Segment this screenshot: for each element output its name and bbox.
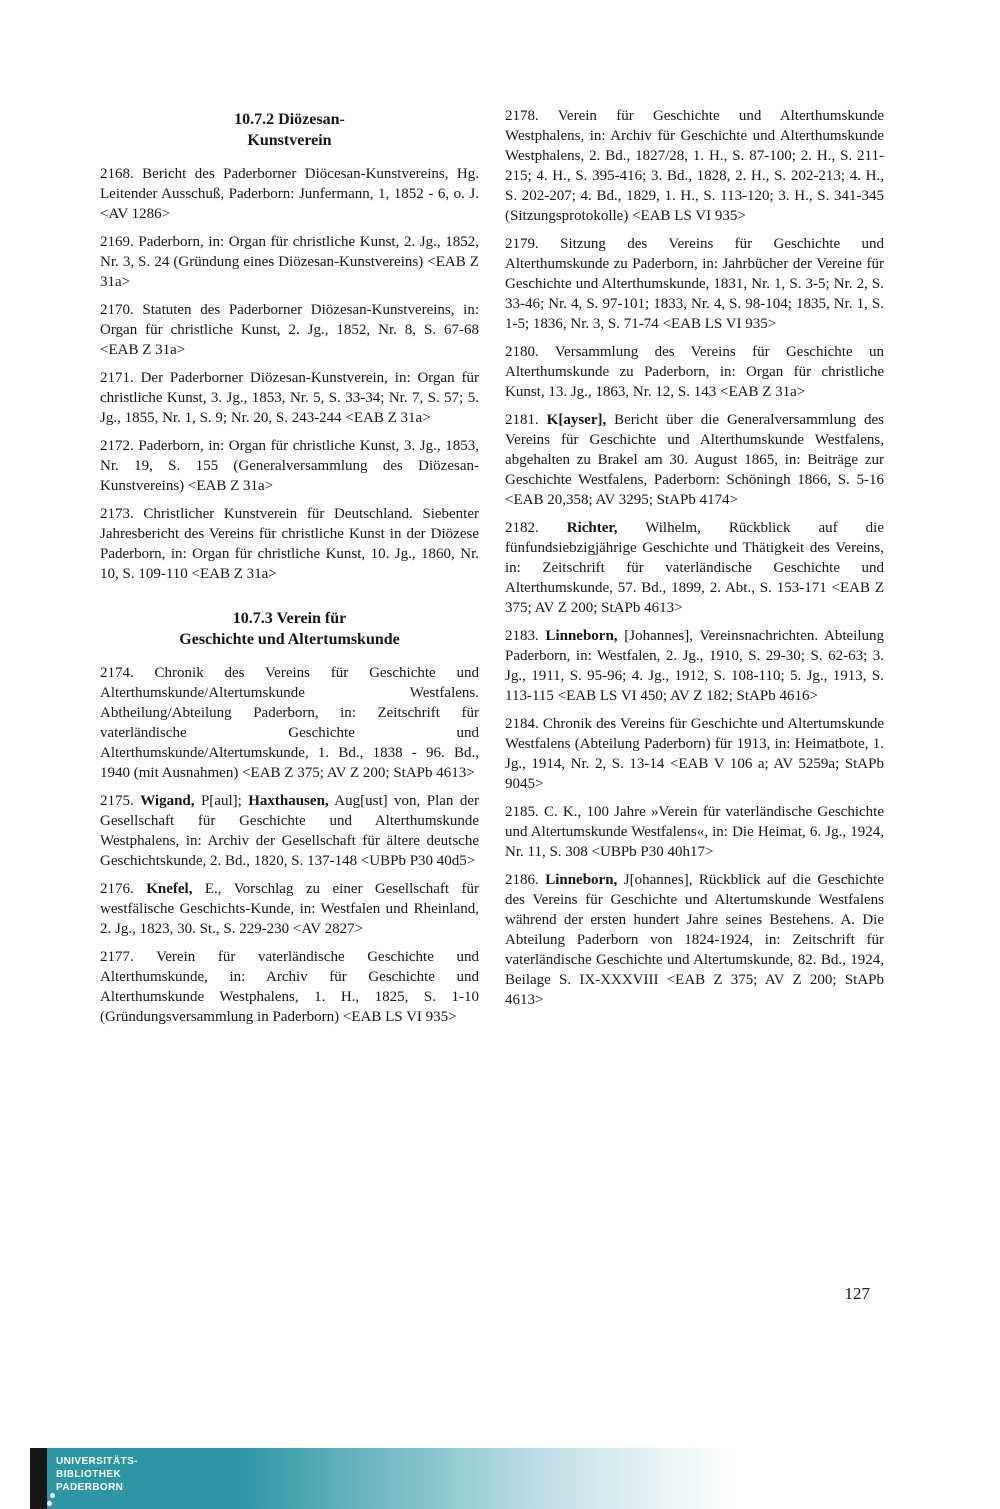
entry-text: P[aul]; — [194, 793, 249, 809]
bibliography-entry-2178 — [505, 106, 884, 226]
entry-text: 2180. Versammlung des Vereins für Geschichte un Alterthumskunde zu Paderborn, in: Organ für christliche Kunst, 13. Jg., 1863, Nr. 12, S. 143 <EAB Z 31a> — [505, 344, 884, 400]
heading-10-7-2 — [100, 109, 479, 151]
heading-line: Geschichte und Altertumskunde — [179, 631, 400, 648]
entry-text: E., Vorschlag zu einer Gesellschaft für westfälische Geschichts-Kunde, in: Westfalen und Rheinland, 2. Jg., 1823, 30. St., S. 229-230 <AV 2827> — [100, 881, 479, 937]
bibliography-entry-2168 — [100, 164, 479, 224]
entry-text: 2173. Christlicher Kunstverein für Deutschland. Siebenter Jahresbericht des Vereins für christliche Kunst in der Diözese Paderborn, in: Organ für christliche Kunst, 10. Jg., 1860, Nr. 10, S. 109-110 <EAB Z 31a> — [100, 506, 479, 582]
author-name: Linneborn, — [545, 872, 618, 888]
author-name: Knefel, — [146, 881, 193, 897]
entry-text: 2184. Chronik des Vereins für Geschichte und Altertumskunde Westfalens (Abteilung Paderborn) für 1913, in: Heimatbote, 1. Jg., 1914, Nr. 2, S. 13-14 <EAB V 106 a; AV 5259a; StAPb 9045> — [505, 716, 884, 792]
banner-stripe — [30, 1448, 47, 1509]
bibliography-columns — [100, 106, 884, 1035]
entry-text: 2182. — [505, 520, 567, 536]
entry-text: 2179. Sitzung des Vereins für Geschichte und Alterthumskunde zu Paderborn, in: Jahrbücher der Vereine für Geschichte und Alterthumskunde, 1831, Nr. 1, S. 3-5; Nr. 2, S. 33-46; Nr. 4, S. 97-101; 1833, Nr. 4, S. 98-104; 1835, Nr. 1, S. 1-5; 1836, Nr. 3, S. 71-74 <EAB LS VI 935> — [505, 236, 884, 332]
entry-text: 2171. Der Paderborner Diözesan-Kunstverein, in: Organ für christliche Kunst, 3. Jg., 1853, Nr. 5, S. 33-34; Nr. 7, S. 57; 5. Jg., 1855, Nr. 1, S. 9; Nr. 20, S. 243-244 <EAB Z 31a> — [100, 370, 479, 426]
bibliography-entry-2182 — [505, 518, 884, 618]
bibliography-entry-2186 — [505, 870, 884, 1010]
bibliography-entry-2185 — [505, 802, 884, 862]
logo-dot — [50, 1493, 55, 1498]
bibliography-entry-2184 — [505, 714, 884, 794]
left-column — [100, 106, 479, 1035]
logo-dot — [47, 1501, 52, 1506]
heading-line: 10.7.2 Diözesan- — [234, 111, 345, 128]
bibliography-entry-2170 — [100, 300, 479, 360]
banner-line: UNIVERSITÄTS- — [56, 1456, 138, 1467]
author-name: Haxthausen, — [248, 793, 329, 809]
entry-text: J[ohannes], Rückblick auf die Geschichte des Vereins für Geschichte und Altertumskunde Westfalens während der ersten hundert Jahre seines Bestehens. A. Die Abteilung Paderborn von 1824-1924, in: Zeitschrift für vaterländische Geschichte und Altertumskunde, 82. Bd., 1924, Beilage S. IX-XXXVIII <EAB Z 375; AV Z 200; StAPb 4613> — [505, 872, 885, 1008]
entry-text: 2186. — [505, 872, 546, 888]
author-name: Linneborn, — [545, 628, 618, 644]
right-column — [505, 106, 884, 1035]
banner-library-name — [56, 1455, 138, 1494]
entry-text: Aug[ust] von, Plan der Gesellschaft für Geschichte und Alterthumskunde Westphalens, in: Archiv der Gesellschaft für ältere deutsche Geschichtskunde, 2. Bd., 1820, S. 137-148 <UBPb P30 40d5> — [100, 793, 479, 869]
entry-text: 2172. Paderborn, in: Organ für christliche Kunst, 3. Jg., 1853, Nr. 19, S. 155 (Generalversammlung des Diözesan-Kunstvereins) <EAB Z 31a> — [100, 438, 479, 494]
entry-text: 2178. Verein für Geschichte und Alterthumskunde Westphalens, in: Archiv für Geschichte und Alterthumskunde Westphalens, 2. Bd., 1827/28, 1. H., S. 87-100; 2. H., S. 211-215; 4. H., S. 395-416; 3. Bd., 1828, 2. H., S. 202-213; 4. H., S. 202-207; 4. Bd., 1829, 1. H., S. 113-120; 3. H., S. 341-345 (Sitzungsprotokolle) <EAB LS VI 935> — [505, 108, 884, 224]
entry-text: [Johannes], Vereinsnachrichten. Abteilung Paderborn, in: Westfalen, 2. Jg., 1910, S. 29-30; S. 62-63; 3. Jg., 1911, S. 95-96; 4. Jg., 1912, S. 108-110; 5. Jg., 1913, S. 113-115 <EAB LS VI 450; AV Z 182; StAPb 4616> — [505, 628, 884, 704]
entry-text: 2169. Paderborn, in: Organ für christliche Kunst, 2. Jg., 1852, Nr. 3, S. 24 (Gründung eines Diözesan-Kunstvereins) <EAB Z 31a> — [100, 234, 479, 290]
entry-text: 2170. Statuten des Paderborner Diözesan-Kunstvereins, in: Organ für christliche Kunst, 2. Jg., 1852, Nr. 8, S. 67-68 <EAB Z 31a> — [100, 302, 479, 358]
bibliography-entry-2177 — [100, 947, 479, 1027]
bibliography-entry-2179 — [505, 234, 884, 334]
banner-band — [47, 1448, 1000, 1509]
entry-text: 2177. Verein für vaterländische Geschichte und Alterthumskunde, in: Archiv für Geschichte und Alterthumskunde Westphalens, 1. H., 1825, S. 1-10 (Gründungsversammlung in Paderborn) <EAB LS VI 935> — [100, 949, 479, 1025]
entry-text: 2175. — [100, 793, 141, 809]
bibliography-entry-2183 — [505, 626, 884, 706]
bibliography-entry-2180 — [505, 342, 884, 402]
banner-line: BIBLIOTHEK — [56, 1469, 122, 1480]
heading-line: Kunstverein — [247, 132, 332, 149]
bibliography-entry-2173 — [100, 504, 479, 584]
author-name: K[ayser], — [546, 412, 607, 428]
heading-10-7-3 — [100, 608, 479, 650]
bibliography-entry-2169 — [100, 232, 479, 292]
entry-text: 2168. Bericht des Paderborner Diöcesan-Kunstvereins, Hg. Leitender Ausschuß, Paderborn: Junfermann, 1, 1852 - 6, o. J. <AV 1286> — [100, 166, 479, 222]
bibliography-entry-2174 — [100, 663, 479, 783]
bibliography-entry-2176 — [100, 879, 479, 939]
banner-line: PADERBORN — [56, 1482, 124, 1493]
entry-text: 2181. — [505, 412, 547, 428]
author-name: Wigand, — [140, 793, 195, 809]
entry-text: Wilhelm, Rückblick auf die fünfundsiebzigjährige Geschichte und Thätigkeit des Vereins, in: Zeitschrift für vaterländische Geschichte und Alterthumskunde, 57. Bd., 1899, 2. Abt., S. 153-171 <EAB Z 375; AV Z 200; StAPb 4613> — [505, 520, 885, 616]
entry-text: Bericht über die Generalversammlung des Vereins für Geschichte und Alterthumskunde Westfalens, abgehalten zu Brakel am 30. August 1865, in: Beiträge zur Geschichte Westfalens, Paderborn: Schöningh 1866, S. 5-16 <EAB 20,358; AV 3295; StAPb 4174> — [505, 412, 884, 508]
bibliography-entry-2172 — [100, 436, 479, 496]
heading-line: 10.7.3 Verein für — [232, 610, 347, 627]
entry-text: 2174. Chronik des Vereins für Geschichte und Alterthumskunde/Altertumskunde Westfalens. Abtheilung/Abteilung Paderborn, in: Zeitschrift für vaterländische Geschichte und Alterthumskunde/Altertumskunde, 1. Bd., 1838 - 96. Bd., 1940 (mit Ausnahmen) <EAB Z 375; AV Z 200; StAPb 4613> — [100, 665, 479, 781]
page-number: 127 — [844, 1284, 870, 1303]
bibliography-entry-2171 — [100, 368, 479, 428]
entry-text: 2183. — [505, 628, 546, 644]
entry-text: 2176. — [100, 881, 147, 897]
entry-text: 2185. C. K., 100 Jahre »Verein für vaterländische Geschichte und Altertumskunde Westfalens«, in: Die Heimat, 6. Jg., 1924, Nr. 11, S. 308 <UBPb P30 40h17> — [505, 804, 884, 860]
bibliography-entry-2175 — [100, 791, 479, 871]
bibliography-entry-2181 — [505, 410, 884, 510]
library-banner — [0, 1448, 1000, 1509]
author-name: Richter, — [566, 520, 618, 536]
